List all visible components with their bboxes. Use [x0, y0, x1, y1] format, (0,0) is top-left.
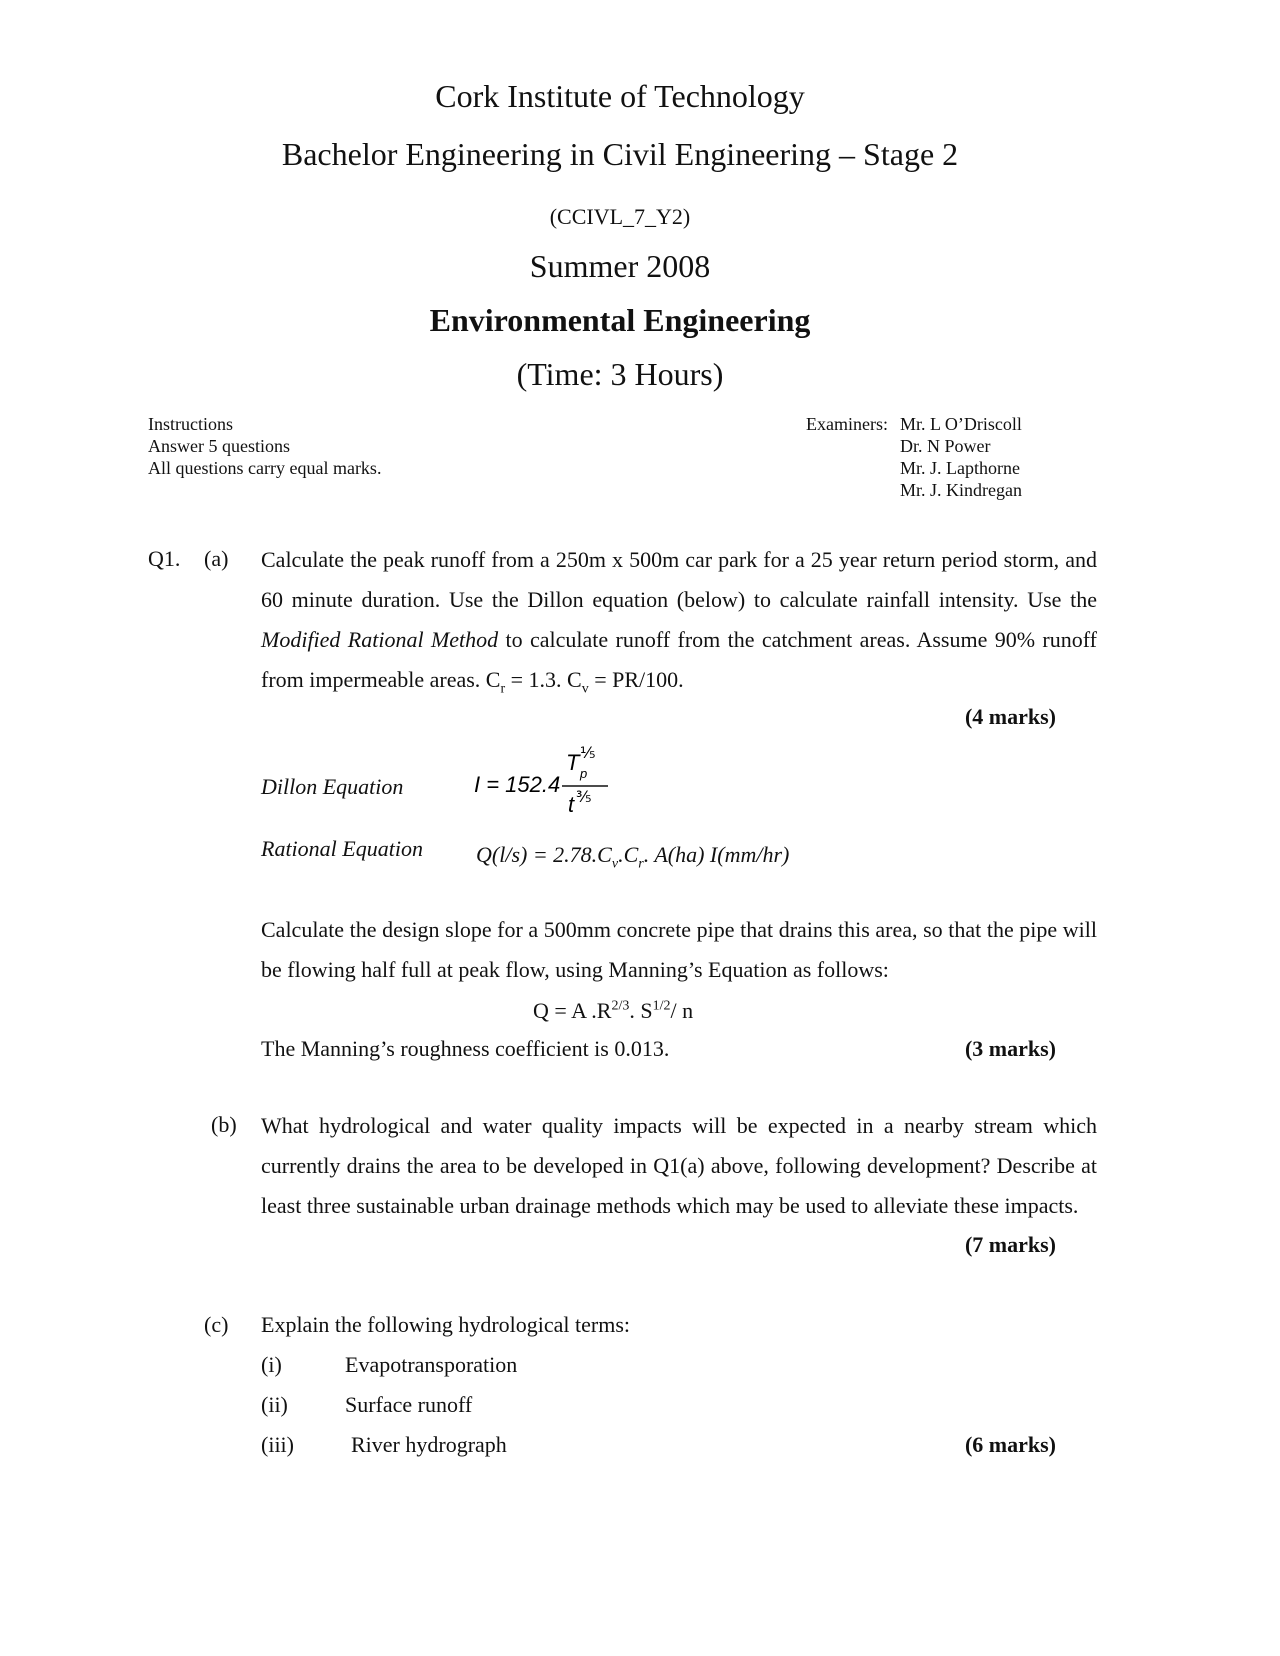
- marks-c: (6 marks): [964, 1432, 1056, 1457]
- dillon-denominator-exponent: ⅗: [576, 789, 592, 806]
- text-segment: Calculate the peak runoff from a 250m x 500m car park for a 25 year return period storm, and 60 minute duration. Use the Dillon equation (below) to calculate rainfall intensity. Use the: [261, 547, 1097, 612]
- term-text: Surface runoff: [345, 1392, 473, 1417]
- instructions-block: [148, 413, 381, 479]
- dillon-denominator: t: [568, 792, 575, 817]
- examiners-label: Examiners:: [806, 414, 888, 434]
- marks-a-2: (3 marks): [964, 1036, 1056, 1061]
- exam-duration: (Time: 3 Hours): [516, 356, 724, 392]
- marks-b: (7 marks): [964, 1232, 1056, 1257]
- term-number: (i): [261, 1352, 282, 1377]
- text-segment: = PR/100.: [588, 667, 684, 692]
- formula-segment: .C: [618, 842, 639, 867]
- examiner-name: Dr. N Power: [900, 436, 991, 456]
- part-c-intro: Explain the following hydrological terms:: [261, 1312, 631, 1337]
- question-number: Q1.: [148, 546, 181, 571]
- part-c-label: (c): [204, 1312, 229, 1337]
- instructions-title: Instructions: [148, 414, 233, 434]
- dillon-numerator: T: [566, 750, 580, 775]
- formula-segment: Q(l/s) = 2.78.C: [476, 842, 612, 867]
- part-a-question: [261, 540, 1097, 709]
- subscript: v: [581, 681, 589, 697]
- term-number: (iii): [261, 1432, 294, 1457]
- examiners-list: [900, 413, 1022, 501]
- institution-title: Cork Institute of Technology: [435, 78, 805, 114]
- instructions-line-1: Answer 5 questions: [148, 436, 290, 456]
- design-slope-question: Calculate the design slope for a 500mm concrete pipe that drains this area, so that the pipe will be flowing half full at peak flow, using Manning’s Equation as follows:: [261, 917, 1097, 982]
- exam-session: Summer 2008: [529, 248, 711, 284]
- part-b-question: What hydrological and water quality impacts will be expected in a nearby stream which currently drains the area to be developed in Q1(a) above, following development? Describe at least three sustainable urban drainage methods which may be used to alleviate these impacts.: [261, 1113, 1097, 1218]
- part-b-label: (b): [211, 1112, 237, 1137]
- text-segment: = 1.3. C: [505, 667, 582, 692]
- term-text: River hydrograph: [351, 1432, 507, 1457]
- examiner-name: Mr. L O’Driscoll: [900, 414, 1022, 434]
- rational-equation-formula: [476, 842, 789, 872]
- term-text: Evapotransporation: [345, 1352, 518, 1377]
- instructions-line-2: All questions carry equal marks.: [148, 458, 382, 478]
- dillon-equation-label: Dillon Equation: [261, 774, 404, 799]
- dillon-lhs: I = 152.4: [474, 772, 561, 797]
- manning-roughness: The Manning’s roughness coefficient is 0.013.: [261, 1036, 670, 1061]
- dillon-equation-formula: [474, 738, 634, 828]
- subscript: v: [611, 856, 619, 872]
- superscript: 1/2: [652, 998, 671, 1014]
- text-segment: to calculate runoff from the catchment areas. Assume 90% runoff from impermeable areas. C: [261, 627, 1098, 692]
- rational-equation-label: Rational Equation: [261, 836, 423, 861]
- subscript: r: [500, 681, 506, 697]
- part-a-label: (a): [204, 546, 229, 571]
- examiner-name: Mr. J. Kindregan: [900, 480, 1022, 500]
- dillon-numerator-exponent: ⅕: [580, 745, 596, 762]
- subject-title: Environmental Engineering: [429, 302, 811, 338]
- formula-segment: . A(ha) I(mm/hr): [643, 842, 790, 867]
- formula-segment: . S: [629, 998, 653, 1023]
- course-code: (CCIVL_7_Y2): [549, 204, 691, 229]
- formula-segment: Q = A .R: [533, 998, 612, 1023]
- dillon-numerator-subscript: p: [580, 766, 588, 781]
- term-number: (ii): [261, 1392, 288, 1417]
- method-name: Modified Rational Method: [261, 627, 499, 652]
- programme-title: Bachelor Engineering in Civil Engineering – Stage 2: [281, 136, 959, 172]
- superscript: 2/3: [611, 998, 630, 1014]
- marks-a-1: (4 marks): [964, 704, 1056, 729]
- examiner-name: Mr. J. Lapthorne: [900, 458, 1020, 478]
- formula-segment: / n: [670, 998, 694, 1023]
- subscript: r: [638, 856, 644, 872]
- manning-equation: [533, 998, 693, 1024]
